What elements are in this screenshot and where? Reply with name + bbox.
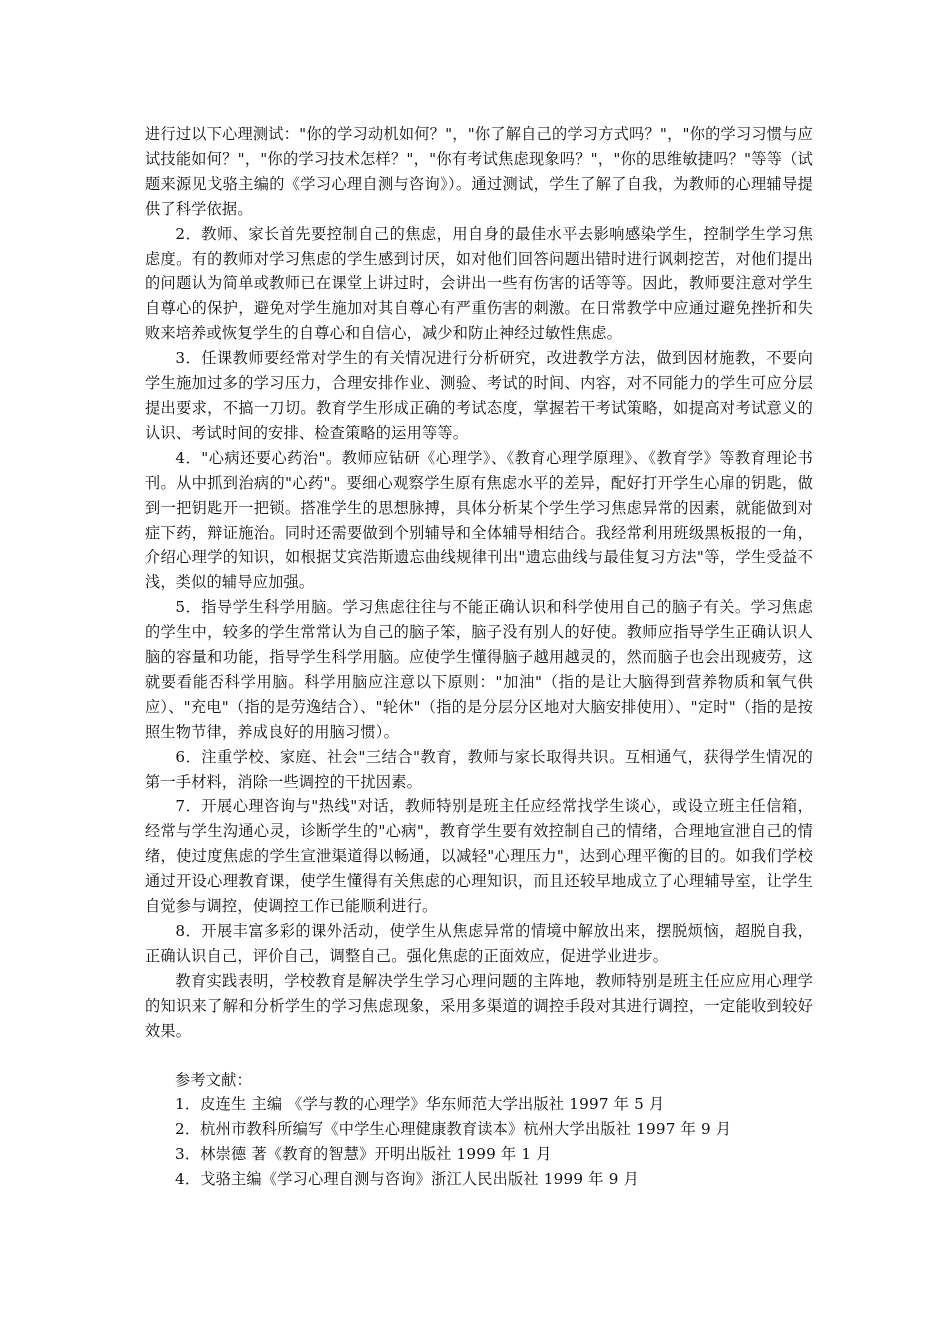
- paragraph-6: 7．开展心理咨询与"热线"对话，教师特别是班主任应经常找学生谈心，或设立班主任信箱，经常与学生沟通心灵，诊断学生的"心病"，教育学生要有效控制自己的情绪，合理地宣泄自己的情绪，使过度焦虑的学生宣泄渠道得以畅通，以减轻"心理压力"，达到心理平衡的目的。如我们学校通过开设心理教育课，使学生懂得有关焦虑的心理知识，而且还较早地成立了心理辅导室，让学生自觉参与调控，使调控工作已能顺利进行。: [145, 797, 813, 916]
- paragraph-7: 8．开展丰富多彩的课外活动，使学生从焦虑异常的情境中解放出来，摆脱烦恼，超脱自我，正确认识自己，评价自己，调整自己。强化焦虑的正面效应，促进学业进步。: [145, 922, 813, 965]
- paragraph-4: 5．指导学生科学用脑。学习焦虑往往与不能正确认识和科学使用自己的脑子有关。学习焦虑的学生中，较多的学生常常认为自己的脑子笨，脑子没有别人的好使。教师应指导学生正确认识人脑的容量和功能，指导学生科学用脑。应使学生懂得脑子越用越灵的，然而脑子也会出现疲劳，这就要看能否科学用脑。科学用脑应注意以下原则："加油"（指的是让大脑得到营养物质和氧气供应）、"充电"（指的是劳逸结合）、"轮休"（指的是分层分区地对大脑安排使用）、"定时"（指的是按照生物节律，养成良好的用脑习惯）。: [145, 598, 813, 741]
- reference-item: 1．皮连生 主编 《学与教的心理学》华东师范大学出版社 1997 年 5 月: [175, 1095, 665, 1114]
- document-body: [145, 122, 813, 1044]
- paragraph-5: 6．注重学校、家庭、社会"三结合"教育，教师与家长取得共识。互相通气，获得学生情况的第一手材料，消除一些调控的干扰因素。: [145, 747, 813, 791]
- reference-item: 4．戈骆主编《学习心理自测与咨询》浙江人民出版社 1999 年 9 月: [175, 1170, 639, 1189]
- paragraph-0: 进行过以下心理测试："你的学习动机如何？"，"你了解自己的学习方式吗？"，"你的学习习惯与应试技能如何？"，"你的学习技术怎样？"，"你有考试焦虑现象吗？"，"你的思维敏捷吗？"等等（试题来源见戈骆主编的《学习心理自测与咨询》）。通过测试，学生了解了自我，为教师的心理辅导提供了科学依据。: [145, 125, 813, 218]
- references-section: [145, 1068, 813, 1193]
- references-title: 参考文献：: [175, 1070, 252, 1089]
- reference-item: 3．林崇德 著《教育的智慧》开明出版社 1999 年 1 月: [175, 1145, 552, 1164]
- reference-item: 2．杭州市教科所编写《中学生心理健康教育读本》杭州大学出版社 1997 年 9 月: [175, 1120, 732, 1139]
- paragraph-8: 教育实践表明，学校教育是解决学生学习心理问题的主阵地，教师特别是班主任应应用心理学的知识来了解和分析学生的学习焦虑现象，采用多渠道的调控手段对其进行调控，一定能收到较好效果。: [145, 971, 813, 1040]
- paragraph-3: 4．"心病还要心药治"。教师应钻研《心理学》、《教育心理学原理》、《教育学》等教育理论书刊。从中抓到治病的"心药"。要细心观察学生原有焦虑水平的差异，配好打开学生心扉的钥匙，做到一把钥匙开一把锁。搭准学生的思想脉搏，具体分析某个学生学习焦虑异常的因素，就能做到对症下药，辩证施治。同时还需要做到个别辅导和全体辅导相结合。我经常利用班级黑板报的一角，介绍心理学的知识，如根据艾宾浩斯遗忘曲线规律刊出"遗忘曲线与最佳复习方法"等，学生受益不浅，类似的辅导应加强。: [145, 448, 813, 592]
- paragraph-1: 2．教师、家长首先要控制自己的焦虑，用自身的最佳水平去影响感染学生，控制学生学习焦虑度。有的教师对学习焦虑的学生感到讨厌，如对他们回答问题出错时进行讽刺挖苦，对他们提出的问题认为简单或教师已在课堂上讲过时，会讲出一些有伤害的话等等。因此，教师要注意对学生自尊心的保护，避免对学生施加对其自尊心有严重伤害的刺激。在日常教学中应通过避免挫折和失败来培养或恢复学生的自尊心和自信心，减少和防止神经过敏性焦虑。: [145, 224, 813, 343]
- document-page: [145, 122, 813, 1192]
- paragraph-2: 3．任课教师要经常对学生的有关情况进行分析研究，改进教学方法，做到因材施教，不要向学生施加过多的学习压力，合理安排作业、测验、考试的时间、内容，对不同能力的学生可应分层提出要求，不搞一刀切。教育学生形成正确的考试态度，掌握若干考试策略，如提高对考试意义的认识、考试时间的安排、检查策略的运用等等。: [145, 349, 813, 442]
